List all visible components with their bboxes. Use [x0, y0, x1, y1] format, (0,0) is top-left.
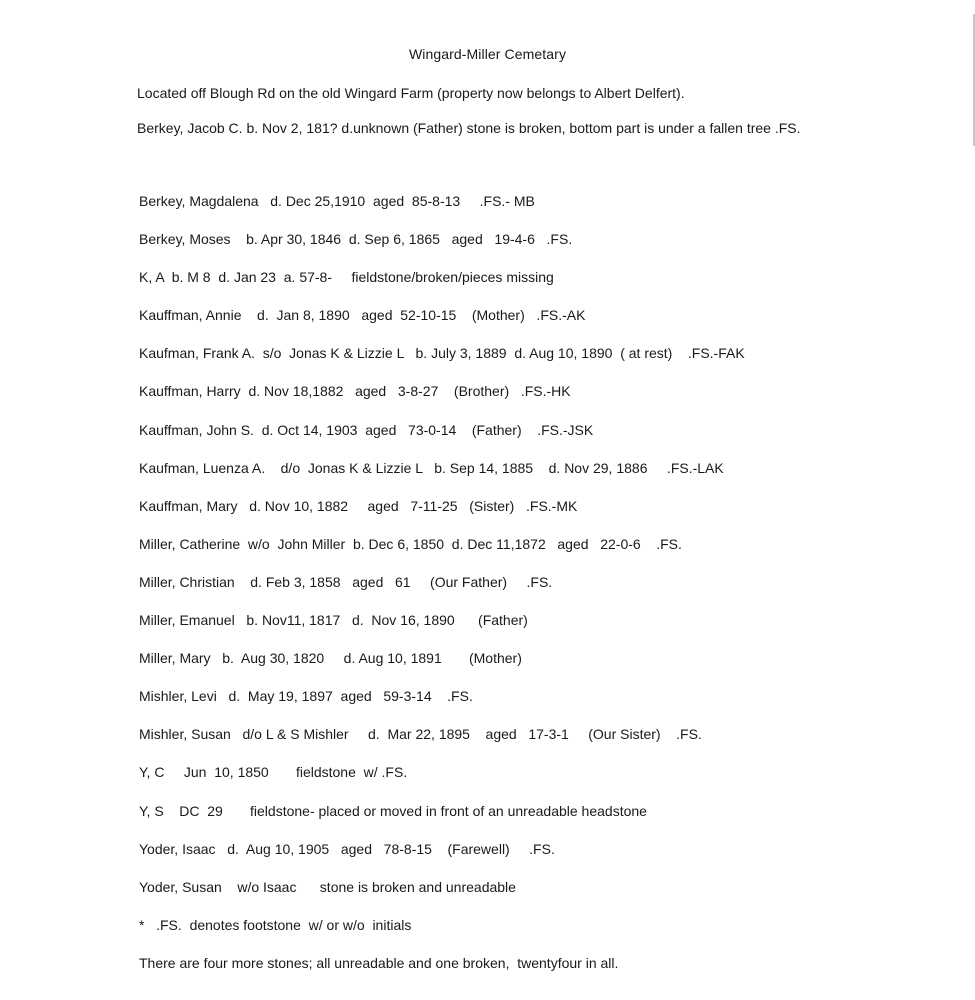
burial-entry: Kauffman, Annie d. Jan 8, 1890 aged 52-10-15 (Mother) .FS.-AK — [139, 307, 586, 324]
burial-entry: Kaufman, Luenza A. d/o Jonas K & Lizzie L b. Sep 14, 1885 d. Nov 29, 1886 .FS.-LAK — [139, 459, 724, 476]
burial-entry: Yoder, Isaac d. Aug 10, 1905 aged 78-8-15 (Farewell) .FS. — [139, 840, 555, 857]
burial-entry: Miller, Emanuel b. Nov11, 1817 d. Nov 16, 1890 (Father) — [139, 612, 528, 629]
location-description: Located off Blough Rd on the old Wingard Farm (property now belongs to Albert Delfert). — [137, 85, 685, 101]
burial-entry-text: Berkey, Jacob C. b. Nov 2, 181? d.unknown (Father) stone is broken, bottom part is under a fallen tree .FS. — [137, 120, 801, 136]
burial-entry: Mishler, Levi d. May 19, 1897 aged 59-3-14 .FS. — [139, 688, 473, 705]
footnote: * .FS. denotes footstone w/ or w/o initials — [139, 916, 412, 933]
burial-entry: Y, S DC 29 fieldstone- placed or moved in front of an unreadable headstone — [139, 802, 647, 819]
burial-entry-first — [78, 118, 878, 139]
burial-entry: Miller, Mary b. Aug 30, 1820 d. Aug 10, 1891 (Mother) — [139, 650, 522, 667]
burial-entry: Berkey, Magdalena d. Dec 25,1910 aged 85-8-13 .FS.- MB — [139, 193, 535, 209]
burial-entry: Kauffman, John S. d. Oct 14, 1903 aged 73-0-14 (Father) .FS.-JSK — [139, 421, 594, 438]
summary-note: There are four more stones; all unreadable and one broken, twentyfour in all. — [139, 954, 619, 971]
burial-entry: Mishler, Susan d/o L & S Mishler d. Mar 22, 1895 aged 17-3-1 (Our Sister) .FS. — [139, 726, 702, 743]
burial-entry: Yoder, Susan w/o Isaac stone is broken and unreadable — [139, 878, 516, 895]
burial-entry: K, A b. M 8 d. Jan 23 a. 57-8- fieldstone/broken/pieces missing — [139, 269, 554, 286]
burial-entry: Y, C Jun 10, 1850 fieldstone w/ .FS. — [139, 764, 408, 781]
burial-entry: Kauffman, Harry d. Nov 18,1882 aged 3-8-27 (Brother) .FS.-HK — [139, 383, 571, 400]
burial-entry: Miller, Catherine w/o John Miller b. Dec 6, 1850 d. Dec 11,1872 aged 22-0-6 .FS. — [139, 535, 682, 552]
page-title: Wingard-Miller Cemetary — [408, 46, 567, 62]
burial-entry-list — [139, 192, 745, 992]
burial-entry: Kauffman, Mary d. Nov 10, 1882 aged 7-11-25 (Sister) .FS.-MK — [139, 497, 578, 514]
burial-entry: Miller, Christian d. Feb 3, 1858 aged 61 (Our Father) .FS. — [139, 573, 553, 590]
burial-entry: Kaufman, Frank A. s/o Jonas K & Lizzie L b. July 3, 1889 d. Aug 10, 1890 ( at rest) .FS.-FAK — [139, 345, 745, 362]
burial-entry: Berkey, Moses b. Apr 30, 1846 d. Sep 6, 1865 aged 19-4-6 .FS. — [139, 231, 573, 248]
